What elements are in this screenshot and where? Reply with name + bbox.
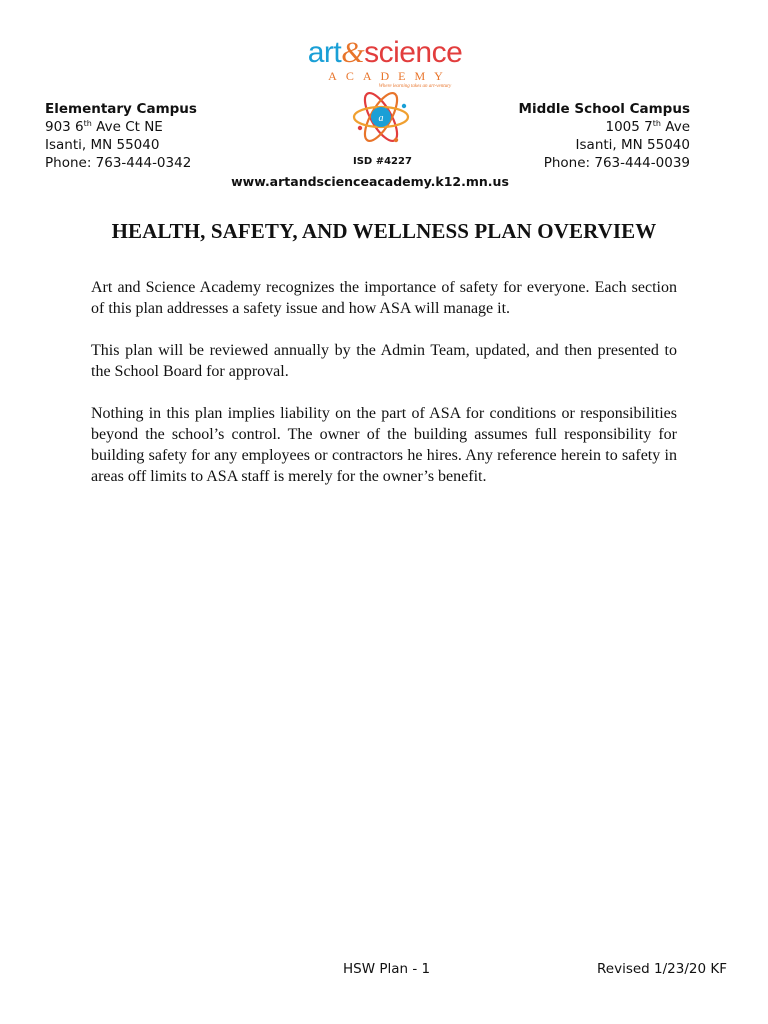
school-logo [300,38,470,90]
document-title: HEALTH, SAFETY, AND WELLNESS PLAN OVERVIEW [111,219,657,243]
logo-academy-text: ACADEMY [328,69,452,83]
elementary-city: Isanti, MN 55040 [45,137,160,153]
elementary-campus-name: Elementary Campus [45,101,197,117]
footer-revised: Revised 1/23/20 KF [597,961,727,977]
elementary-phone: Phone: 763-444-0342 [45,155,192,171]
isd-number: ISD #4227 [353,156,412,167]
middle-campus-block [519,100,690,172]
middle-city: Isanti, MN 55040 [575,137,690,153]
paragraph: Art and Science Academy recognizes the importance of safety for everyone. Each section of this plan addresses a safety issue and how ASA will manage it. [91,279,677,317]
svg-text:a: a [378,113,384,124]
elementary-address: 903 6th Ave Ct NE [45,119,163,135]
footer-page-label: HSW Plan - 1 [343,961,431,977]
document-body [91,277,677,508]
logo-tagline: Where learning takes an art-ventury [378,84,452,89]
middle-address: 1005 7th Ave [605,119,690,135]
school-website: www.artandscienceacademy.k12.mn.us [231,174,509,189]
atom-seal-icon [352,88,410,146]
middle-phone: Phone: 763-444-0039 [543,155,690,171]
middle-campus-name: Middle School Campus [518,101,690,117]
paragraph: This plan will be reviewed annually by the Admin Team, updated, and then presented to the School Board for approval. [91,342,677,380]
logo-wordmark: art&science [307,36,463,69]
elementary-campus-block [45,100,197,172]
paragraph: Nothing in this plan implies liability on the part of ASA for conditions or responsibilities beyond the school’s control. The owner of the building assumes full responsibility for building safety for any employees or contractors he hires. Any reference herein to safety in areas off limits to ASA staff is merely for the owner’s benefit. [91,405,677,485]
